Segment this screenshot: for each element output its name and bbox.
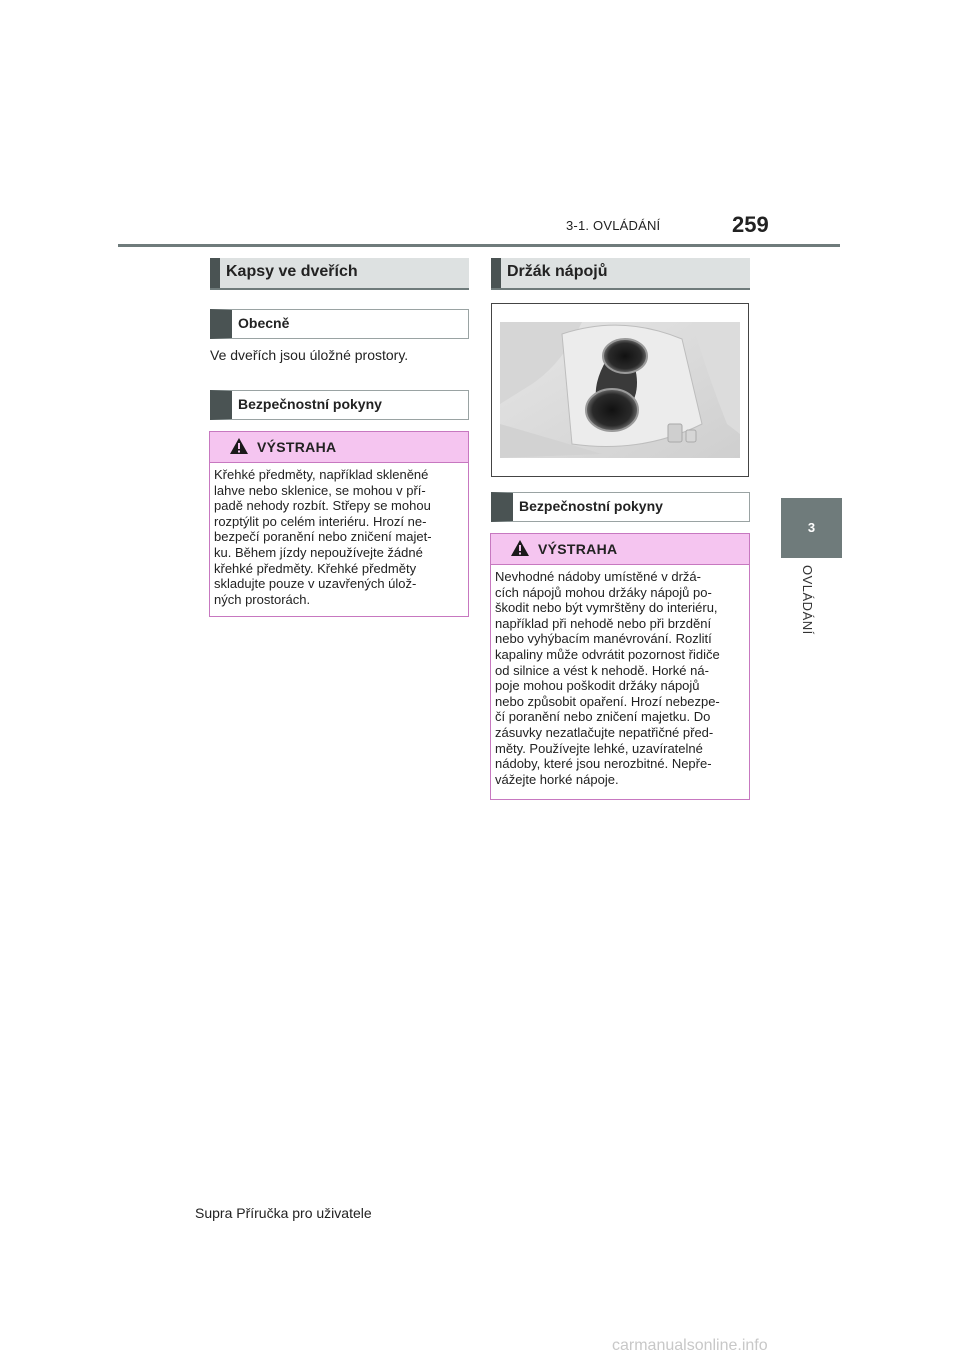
page-number: 259 bbox=[732, 212, 769, 237]
warning-box-right bbox=[490, 533, 750, 800]
body-paragraph: Ve dveřích jsou úložné prostory. bbox=[210, 347, 409, 363]
warning-line: zásuvky nezatlačujte nepatřičné před- bbox=[495, 724, 714, 740]
warning-line: cích nápojů mohou držáky nápojů po- bbox=[495, 584, 712, 600]
warning-line: nebo způsobit opaření. Hrozí nebezpe- bbox=[495, 693, 720, 709]
header-section-title: 3-1. OVLÁDÁNÍ bbox=[566, 218, 661, 233]
warning-line: od silnice a vést k nehodě. Horké ná- bbox=[495, 662, 709, 678]
subheading-general bbox=[210, 309, 469, 339]
warning-line: kapaliny může odvrátit pozornost řidiče bbox=[495, 646, 720, 662]
footer-manual-title: Supra Příručka pro uživatele bbox=[195, 1205, 372, 1221]
warning-line: poje mohou poškodit držáky nápojů bbox=[495, 678, 700, 694]
section-heading-label: Kapsy ve dveřích bbox=[226, 263, 358, 280]
subheading-safety-left bbox=[210, 390, 469, 420]
watermark: carmanualsonline.info bbox=[612, 1337, 768, 1354]
warning-text bbox=[210, 463, 468, 607]
warning-line: nádoby, které jsou nerozbitné. Nepře- bbox=[495, 756, 712, 772]
cup-holder-photo bbox=[491, 303, 749, 477]
section-heading-cup-holder bbox=[491, 258, 750, 290]
warning-line: padě nehody rozbít. Střepy se mohou bbox=[214, 498, 431, 514]
warning-line: Nevhodné nádoby umístěné v držá- bbox=[495, 569, 701, 584]
warning-header bbox=[210, 432, 468, 463]
warning-line: skladujte pouze v uzavřených úlož- bbox=[214, 576, 417, 592]
section-heading-label: Držák nápojů bbox=[507, 263, 608, 280]
section-heading-door-pockets bbox=[210, 258, 469, 290]
warning-line: měty. Používejte lehké, uzavíratelné bbox=[495, 740, 703, 756]
warning-line: vážejte horké nápoje. bbox=[495, 771, 619, 787]
warning-line: bezpečí poranění nebo zničení majet- bbox=[214, 529, 432, 545]
warning-triangle-icon bbox=[511, 540, 529, 556]
warning-title: VÝSTRAHA bbox=[257, 439, 337, 455]
chapter-title-label: OVLÁDÁNÍ bbox=[800, 565, 815, 635]
heading-underline bbox=[210, 288, 469, 290]
heading-underline bbox=[491, 288, 750, 290]
warning-line: rozptýlit po celém interiéru. Hrozí ne- bbox=[214, 513, 427, 529]
cup-holder-illustration bbox=[492, 304, 748, 476]
warning-triangle-icon bbox=[230, 438, 248, 454]
chapter-title-vertical bbox=[770, 565, 830, 655]
warning-line: ných prostorách. bbox=[214, 591, 311, 607]
warning-line: Křehké předměty, například skleněné bbox=[214, 467, 429, 482]
warning-line: čí poranění nebo zničení majetku. Do bbox=[495, 709, 711, 725]
warning-line: škodit nebo být vymrštěny do interiéru, bbox=[495, 600, 718, 616]
warning-line: ku. Během jízdy nepoužívejte žádné bbox=[214, 544, 423, 560]
header-divider bbox=[118, 244, 840, 247]
warning-line: nebo vyhýbacím manévrování. Rozlití bbox=[495, 631, 712, 647]
warning-header bbox=[491, 534, 749, 565]
subheading-label: Bezpečnostní pokyny bbox=[519, 498, 663, 514]
warning-title: VÝSTRAHA bbox=[538, 541, 618, 557]
warning-line: lahve nebo sklenice, se mohou v pří- bbox=[214, 482, 426, 498]
warning-line: křehké předměty. Křehké předměty bbox=[214, 560, 417, 576]
warning-text bbox=[491, 565, 749, 787]
warning-line: například při nehodě nebo při brzdění bbox=[495, 615, 712, 631]
warning-box-left bbox=[209, 431, 469, 617]
chapter-tab: 3 bbox=[781, 498, 842, 558]
subheading-label: Obecně bbox=[238, 315, 290, 331]
subheading-label: Bezpečnostní pokyny bbox=[238, 396, 382, 412]
subheading-safety-right bbox=[491, 492, 750, 522]
